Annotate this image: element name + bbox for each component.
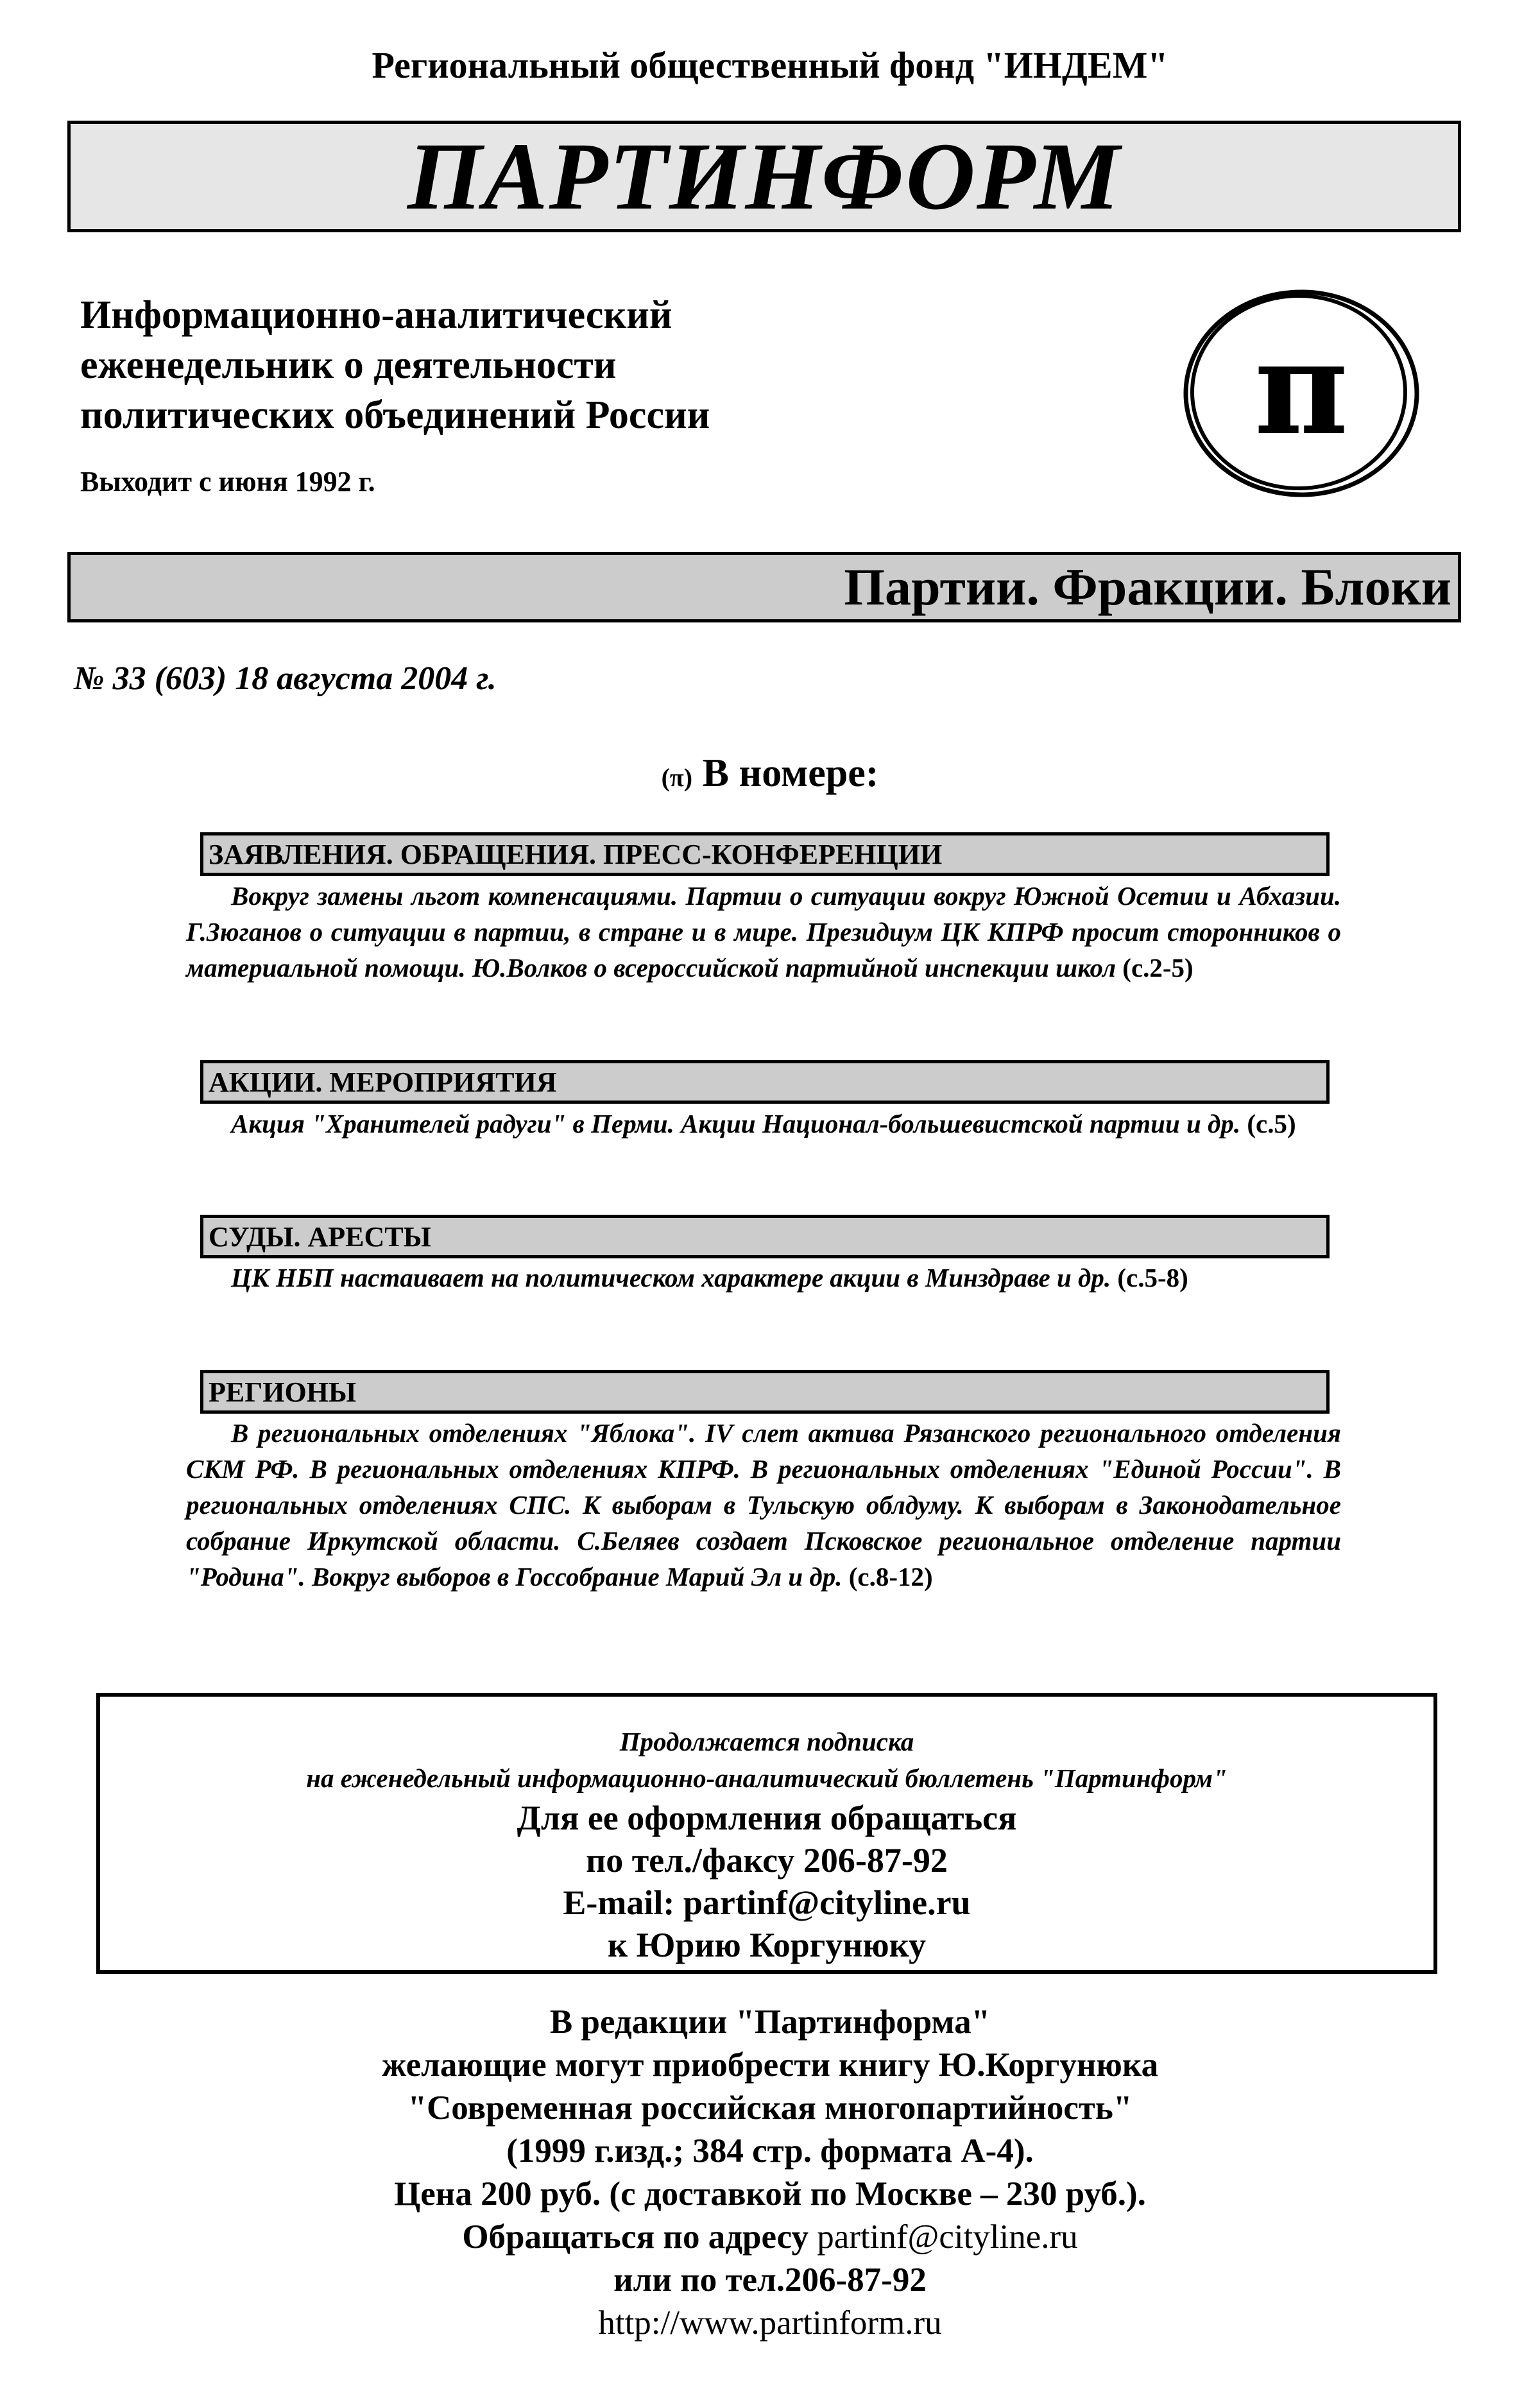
book-line-2: желающие могут приобрести книгу Ю.Коргунюка: [381, 2046, 1159, 2084]
section-text: Акция "Хранителей радуги" в Перми. Акции Национал-большевистской партии и др.: [231, 1109, 1241, 1138]
book-email-link[interactable]: partinf@cityline.ru: [817, 2218, 1078, 2256]
book-phone: или по тел.206-87-92: [613, 2261, 927, 2299]
section-title: СУДЫ. АРЕСТЫ: [209, 1221, 431, 1253]
section-header-courts: [200, 1215, 1330, 1258]
website-link[interactable]: http://www.partinform.ru: [598, 2304, 942, 2342]
section-text: ЦК НБП настаивает на политическом характере акции в Минздраве и др.: [231, 1263, 1111, 1292]
section-pages: (с.5-8): [1117, 1263, 1188, 1292]
contents-heading-text: В номере:: [702, 751, 879, 795]
subscription-line-2: на еженедельный информационно-аналитический бюллетень "Партинформ": [306, 1763, 1228, 1793]
book-contact-prefix: Обращаться по адресу: [462, 2218, 817, 2256]
section-header-actions: [200, 1060, 1330, 1104]
book-line-1: В редакции "Партинформа": [549, 2003, 991, 2041]
org-name: Региональный общественный фонд "ИНДЕМ": [372, 44, 1168, 86]
section-pages: (с.5): [1247, 1109, 1296, 1138]
section-title: РЕГИОНЫ: [209, 1376, 357, 1408]
section-header-regions: [200, 1370, 1330, 1414]
section-summary-actions: [186, 1106, 1341, 1142]
subscription-line-1: Продолжается подписка: [619, 1727, 914, 1756]
book-contact-line: [0, 2216, 1540, 2259]
book-advert: [0, 2001, 1540, 2345]
subscription-phone: по тел./факсу 206-87-92: [586, 1841, 948, 1880]
subtitle-line-3: политических объединений России: [80, 393, 710, 437]
subscription-line-3: Для ее оформления обращаться: [517, 1799, 1017, 1837]
contents-heading: [0, 751, 1540, 796]
subscription-email[interactable]: E-mail: partinf@cityline.ru: [563, 1883, 971, 1922]
masthead-banner: [67, 121, 1461, 232]
section-summary-regions: [186, 1415, 1341, 1595]
section-summary-statements: [186, 878, 1341, 986]
svg-text:π: π: [1254, 313, 1349, 464]
subscription-box: [96, 1693, 1437, 1974]
section-title: АКЦИИ. МЕРОПРИЯТИЯ: [209, 1066, 557, 1098]
book-details: (1999 г.изд.; 384 стр. формата А-4).: [506, 2132, 1034, 2170]
rubric-banner: [67, 552, 1461, 622]
section-summary-courts: [186, 1260, 1341, 1296]
section-pages: (с.8-12): [848, 1562, 933, 1591]
subscription-contact: к Юрию Коргунюку: [607, 1926, 927, 1964]
masthead-title: ПАРТИНФОРМ: [407, 123, 1122, 230]
section-text: Вокруг замены льгот компенсациями. Партии о ситуации вокруг Южной Осетии и Абхазии. Г.Зюганов о ситуации в партии, в стране и в мире. Президиум ЦК КПРФ просит сторонников о материальной помощи. Ю.Волков о всероссийской партийной инспекции школ: [186, 881, 1341, 982]
subtitle-line-1: Информационно-аналитический: [80, 293, 672, 337]
section-title: ЗАЯВЛЕНИЯ. ОБРАЩЕНИЯ. ПРЕСС-КОНФЕРЕНЦИИ: [209, 838, 943, 870]
section-header-statements: [200, 832, 1330, 876]
book-title: "Современная российская многопартийность": [407, 2089, 1133, 2127]
book-price: Цена 200 руб. (с доставкой по Москве – 230 руб.).: [394, 2175, 1146, 2213]
pi-circle-logo-icon: [1179, 286, 1423, 501]
subtitle-line-2: еженедельник о деятельности: [80, 343, 617, 387]
section-text: В региональных отделениях "Яблока". IV слет актива Рязанского регионального отделения СКМ РФ. В региональных отделениях КПРФ. В региональных отделениях "Единой России". В региональных отделениях СПС. К выборам в Тульскую облдуму. К выборам в Законодательное собрание Иркутской области. С.Беляев создает Псковское региональное отделение партии "Родина". Вокруг выборов в Госсобрание Марий Эл и др.: [186, 1418, 1341, 1591]
rubric-title: Партии. Фракции. Блоки: [844, 558, 1451, 616]
pi-marker-icon: (π): [661, 763, 693, 792]
section-pages: (с.2-5): [1122, 953, 1194, 982]
publication-since: Выходит с июня 1992 г.: [80, 466, 375, 497]
publication-subtitle: [80, 290, 710, 440]
issue-number-date: № 33 (603) 18 августа 2004 г.: [74, 660, 497, 697]
